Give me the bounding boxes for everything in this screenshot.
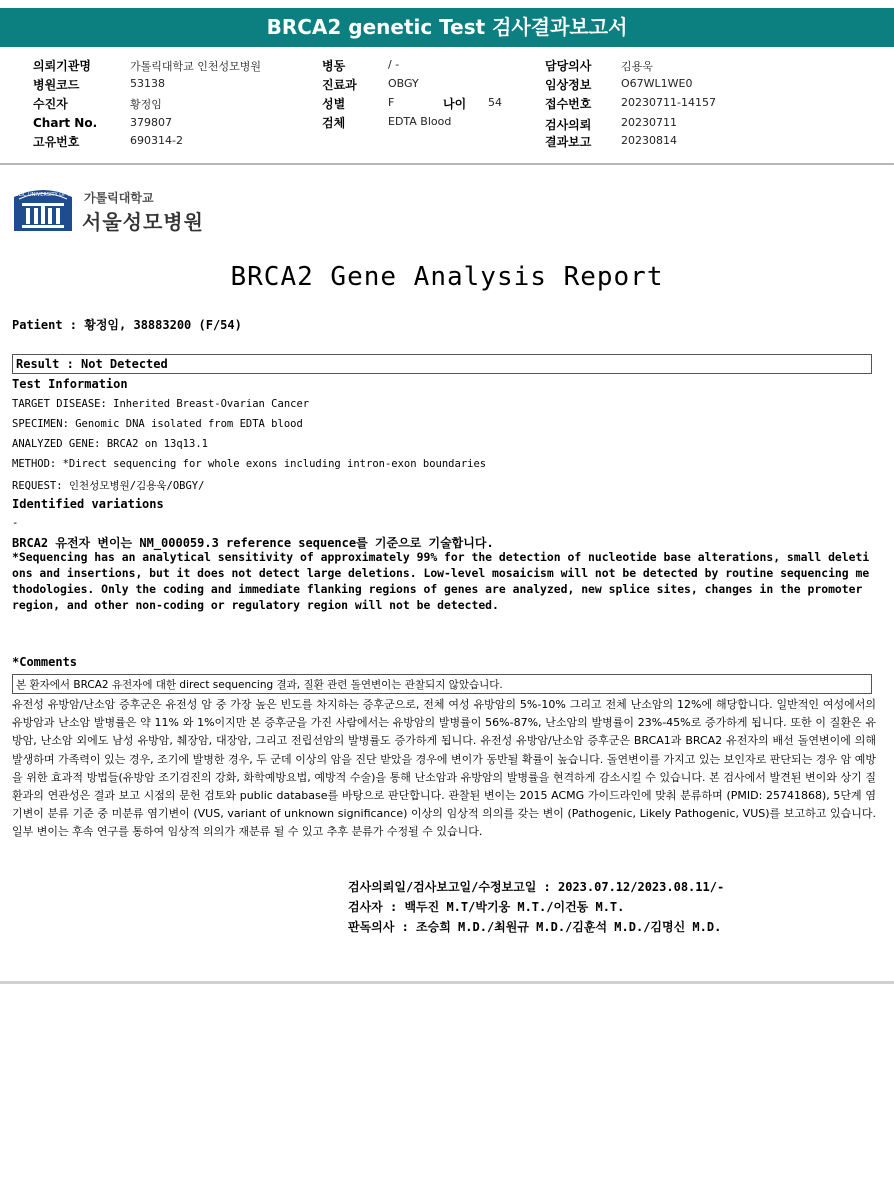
reading-doctors: 판독의사 : 조승희 M.D./최원규 M.D./김훈석 M.D./김명신 M.D. — [348, 920, 722, 934]
header-value: 20230814 — [621, 134, 677, 147]
comment-body: 유전성 유방암/난소암 증후군은 유전성 암 중 가장 높은 빈도를 차지하는 증후군으로, 전체 여성 유방암의 5%-10% 그리고 전체 난소암의 12%에 해당합니다. 일반적인 여성에서의 유방암과 난소암 발병률은 약 11% 와 1%이지만 본 증후군을 가진 사람에서는 유방암의 발병률이 56%-87%, 난소암의 발병률이 23%-45%로 증가하게 됩니다. 또한 이 질환은 유방암, 난소암 외에도 남성 유방암, 췌장암, 대장암, 그리고 전립선암의 발병률도 증가하게 됩니다. 유전성 유방암/난소암 증후군은 BRCA1과 BRCA2 유전자의 배선 돌연변이에 의해 발생하며 가족력이 있는 경우, 조기에 발병한 경우, 두 군데 이상의 암을 진단 받았을 경우에 변이가 동반될 확률이 높습니다. 돌연변이를 가지고 있는 보인자로 판단되는 경우 암 예방을 위한 효과적 방법들(유방암 조기검진의 강화, 화학예방요법, 예방적 수술)을 통해 난소암과 유방암의 발병률을 현격하게 감소시킬 수 있습니다. 본 검사에서 발견된 변이와 상기 질환과의 연관성은 결과 보고 시점의 문헌 검토와 public database를 바탕으로 판단합니다. 관찰된 변이는 2015 ACMG 가이드라인에 맞춰 분류하며 (PMID: 25741868), 5단계 염기변이 분류 기준 중 미분류 염기변이 (VUS, variant of unknown significance) 이상의 임상적 의의를 갖는 변이 (Pathogenic, Likely Pathogenic, VUS)를 보고하고 있습니다. 일부 변이는 후속 연구를 통하여 임상적 의의가 재분류 될 수 있고 추후 분류가 수정될 수 있습니다. — [12, 698, 876, 839]
header-label: 검체 — [322, 116, 346, 130]
header-label: 진료과 — [322, 78, 357, 92]
footer-divider — [0, 981, 894, 984]
header-value: OBGY — [388, 77, 419, 90]
result-box — [12, 354, 872, 374]
comments-heading: *Comments — [12, 655, 78, 669]
identified-variations-value: - — [12, 517, 19, 529]
request: REQUEST: 인천성모병원/김용욱/OBGY/ — [12, 480, 205, 492]
svg-text:CATHOLIC UNIVERSITY OF KOREA: CATHOLIC UNIVERSITY OF KOREA — [1, 192, 85, 198]
test-information-heading: Test Information — [12, 377, 128, 391]
header-value: 20230711 — [621, 116, 677, 129]
header-label: 병동 — [322, 59, 346, 73]
header-label: 임상정보 — [545, 78, 592, 92]
header-value: F — [388, 96, 395, 109]
result-text: Result : Not Detected — [16, 357, 168, 371]
header-value: EDTA Blood — [388, 115, 452, 128]
header-value: / - — [388, 58, 400, 71]
patient-header — [0, 52, 894, 162]
header-value: 20230711-14157 — [621, 96, 716, 109]
header-label: 성별 — [322, 97, 346, 111]
header-value: 황정임 — [130, 98, 162, 111]
comment-summary: 본 환자에서 BRCA2 유전자에 대한 direct sequencing 결과, 질환 관련 돌연변이는 관찰되지 않았습니다. — [16, 679, 503, 691]
report-dates: 검사의뢰일/검사보고일/수정보고일 : 2023.07.12/2023.08.11/- — [348, 880, 725, 894]
header-divider — [0, 163, 894, 165]
header-value: 379807 — [130, 116, 172, 129]
identified-variations-heading: Identified variations — [12, 497, 164, 511]
header-label: 검사의뢰 — [545, 118, 592, 132]
report-banner: BRCA2 genetic Test 검사결과보고서 — [0, 8, 894, 47]
report-title: BRCA2 Gene Analysis Report — [230, 262, 664, 292]
header-label: 결과보고 — [545, 135, 592, 149]
testers: 검사자 : 백두진 M.T/박기웅 M.T./이건동 M.T. — [348, 900, 625, 914]
header-label: 접수번호 — [545, 97, 592, 111]
specimen: SPECIMEN: Genomic DNA isolated from EDTA blood — [12, 418, 303, 430]
logo-university-name: 가톨릭대학교 — [84, 191, 154, 205]
header-value: 53138 — [130, 77, 165, 90]
header-label: 담당의사 — [545, 59, 592, 73]
header-label: 나이 — [443, 97, 467, 111]
patient-line: Patient : 황정임, 38883200 (F/54) — [12, 318, 242, 332]
header-label: 고유번호 — [33, 135, 80, 149]
comment-box — [12, 674, 872, 694]
header-label: 병원코드 — [33, 78, 80, 92]
method: METHOD: *Direct sequencing for whole exons including intron-exon boundaries — [12, 458, 487, 470]
header-label: Chart No. — [33, 116, 98, 130]
reference-note: BRCA2 유전자 변이는 NM_000059.3 reference sequence를 기준으로 기술합니다. — [12, 536, 494, 550]
header-label: 수진자 — [33, 97, 68, 111]
header-value: 54 — [488, 96, 502, 109]
logo-hospital-name: 서울성모병원 — [82, 210, 204, 234]
header-value: 가톨릭대학교 인천성모병원 — [130, 60, 262, 73]
sensitivity-note: *Sequencing has an analytical sensitivity of approximately 99% for the detection of nucleotide base alterations, small deletions and insertions, but it does not detect large deletions. Low-level mosaicism will not be detected by routine sequencing methodologies. Only the coding and immediate flanking regions of genes are analyzed, new splice sites, changes in the promoter region, and other non-coding or regulatory region will not be detected. — [12, 550, 870, 612]
header-label: 의뢰기관명 — [33, 59, 91, 73]
hospital-emblem-icon — [1, 187, 85, 233]
target-disease: TARGET DISEASE: Inherited Breast-Ovarian Cancer — [12, 398, 310, 410]
header-value: 김용욱 — [621, 60, 653, 73]
analyzed-gene: ANALYZED GENE: BRCA2 on 13q13.1 — [12, 438, 208, 450]
header-value: O67WL1WE0 — [621, 77, 693, 90]
header-value: 690314-2 — [130, 134, 183, 147]
